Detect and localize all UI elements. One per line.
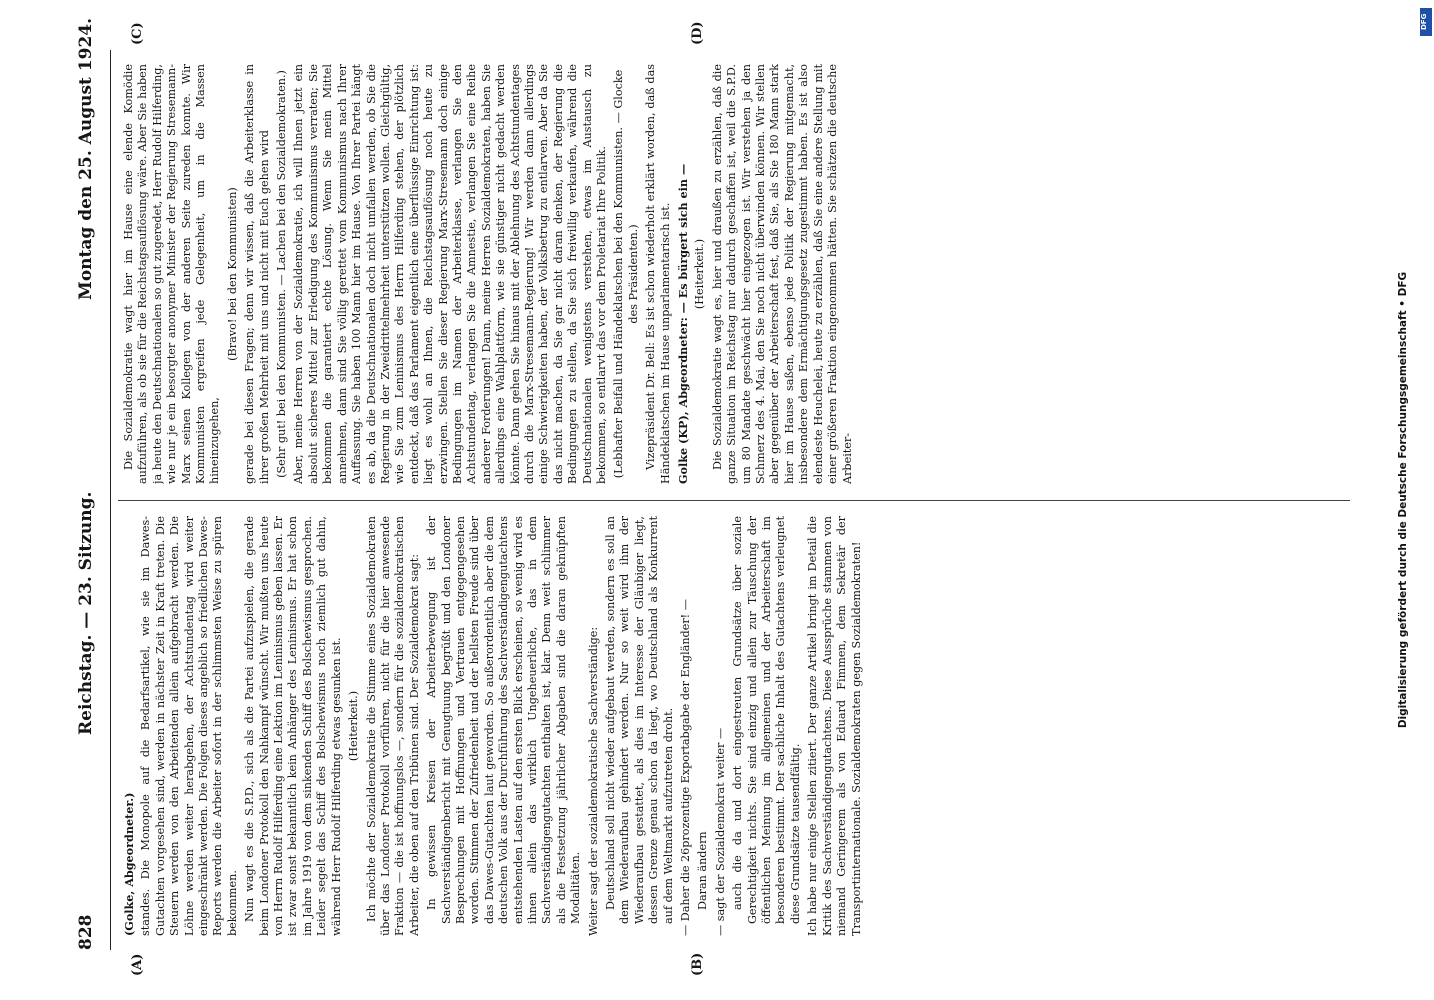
quotation: auch die da und dort eingestreuten Grundsätze über soziale Gerechtigkeit nichts. Sie sind einzig und allein zur Täuschung der öffentlichen Meinung im allgemeinen und der Arbeiterschaft im besonderen bestimmt. Der sachliche Inhalt des Gutachtens verleugnet diese Grundsätze tausendfältig. bbox=[731, 516, 802, 924]
paragraph: gerade bei diesen Fragen; denn wir wissen, daß die Arbeiterklasse in ihrer großen Mehrheit mit uns und nicht mit Euch gehen wird bbox=[243, 64, 271, 484]
page-number: 828 bbox=[76, 914, 96, 950]
quotation: Deutschland soll nicht wieder aufgebaut werden, sondern es soll an dem Wiederaufbau gehindert werden. Nur so weit wird ihm der Wiederaufbau gestattet, als dies im Interesse der Gläubiger liegt, dessen Grenze genau schon da liegt, wo Deutschland als Konkurrent auf dem Weltmarkt aufzutreten droht. bbox=[604, 516, 675, 924]
interjection: (Lebhafter Beifall und Händeklatschen bei den Kommunisten. — Glocke des Präsidenten.) bbox=[612, 69, 640, 479]
quotation: In gewissen Kreisen der Arbeiterbewegung ist der Sachverständigenbericht mit Genugtuung begrüßt und den Londoner Besprechungen mit Hoffnungen und Vertrauen entgegengesehen worden. Stimmen der Zufriedenheit und der hellsten Freude sind über das Dawes-Gutachten laut geworden. So außerordentlich aber die dem deutschen Volk aus der Durchführung des Sachverständigengutachtens entstehenden Lasten auf den ersten Blick erscheinen, so wenig wird es ihnen allein das wirklich Ungeheuerliche, das in dem Sachverständigengutachten enthalten ist, klar. Denn weit schlimmer als die Festsetzung jährlicher Abgaben sind die daran geknüpften Modalitäten. bbox=[425, 516, 583, 924]
paragraph: Ich möchte der Sozialdemokratie die Stimme eines Sozialdemokraten über das Londoner Protokoll vorführen, nicht für die hier anwesende Fraktion — die ist hoffnungslos —, sondern für die sozialdemokratischen Arbeiter, die oben auf den Tribünen sind. Der Sozialdemokrat sagt: bbox=[364, 516, 421, 936]
digitization-note: Digitalisierung gefördert durch die Deutsche Forschungsgemeinschaft • DFG bbox=[1397, 271, 1409, 729]
president-remark: Vizepräsident Dr. Bell: Es ist schon wiederholt erklärt worden, daß das Händeklatschen im Hause unparlamentarisch ist. bbox=[644, 64, 672, 484]
header-rule bbox=[110, 50, 111, 950]
dfg-logo: DFG bbox=[1420, 8, 1432, 36]
speaker-heading: Golke (KP), Abgeordneter: — Es bürgert sich ein — bbox=[676, 163, 691, 484]
paragraph: Die Sozialdemokratie wagt es, hier und draußen zu erzählen, daß die ganze Situation im Reichstag nur dadurch geschaffen ist, weil die S.P.D. um 80 Mandate geschwächt hier eingezogen ist. Wir verstehen ja den Schmerz des 4. Mai, den Sie noch nicht überwinden können. Wir stellen aber gegenüber der Arbeiterschaft fest, daß Sie, als Sie 180 Mann stark hier im Hause saßen, ebenso jede Politik der Regierung mitgemacht, insbesondere dem Ermächtigungsgesetz zugestimmt haben. Es ist also elendeste Heuchelei, heute zu erzählen, daß Sie eine andere Stellung mit einer größeren Fraktion eingenommen hätten. Sie schätzen die deutsche Arbeiter- bbox=[710, 64, 854, 484]
margin-marker-b: (B) bbox=[690, 952, 705, 976]
header-right-title: Montag den 25. August 1924. bbox=[76, 17, 96, 300]
rotated-page-frame bbox=[70, 17, 1370, 976]
paragraph: standes. Die Monopole auf die Bedarfsartikel, wie sie im Dawes-Gutachten vorgesehen sind, werden in nächster Zeit in Kraft treten. Die Steuern werden von den Arbeitenden allein aufgebracht werden. Die Löhne werden weiter herabgehen, der Achtstundentag wird weiter eingeschränkt werden. Die Folgen dieses angeblich so friedlichen Dawes-Reports werden die Arbeiter sofort in der schlimmsten Weise zu spüren bekommen. bbox=[139, 516, 239, 936]
paragraph: Nun wagt es die S.P.D., sich als die Partei aufzuspielen, die gerade beim Londoner Protokoll den Nahkampf wünscht. Wir mußten uns heute von Herrn Rudolf Hilferding eine Lektion im Leninismus geben lassen. Er ist zwar sonst bekanntlich kein Anhänger des Leninismus. Er hat schon im Jahre 1919 von dem sinkenden Schiff des Bolschewismus gesprochen. Leider segelt das Schiff des Bolschewismus noch ziemlich gut dahin, während Herr Rudolf Hilferding etwas gesunken ist. bbox=[243, 516, 343, 936]
quotation: Daran ändern bbox=[696, 831, 710, 910]
header-left-title: Reichstag. — 23. Sitzung. bbox=[76, 491, 96, 735]
paragraph: — sagt der Sozialdemokrat weiter — bbox=[713, 727, 727, 936]
margin-marker-c: (C) bbox=[130, 22, 145, 45]
paragraph: Aber, meine Herren von der Sozialdemokratie, ich will Ihnen jetzt ein absolut sicheres Mittel zur Erledigung des Kommunismus verraten; Sie bekommen die garantiert echte Lösung. Wenn Sie mein Mittel annehmen, dann sind Sie völlig gerettet vom Kommunismus nach Ihrer Auffassung. Sie haben 100 Mann hier im Hause. Von Ihrer Partei hängt es ab, da die Deutschnationalen doch nicht umfallen werden, ob Sie die Regierung in der Zweidrittelmehrheit unterstützen wollen. Gleichgültig, wie Sie zum Leninismus des Herrn Hilferding stehen, der plötzlich entdeckt, daß das Parlament eigentlich eine überflüssige Einrichtung ist: liegt es wohl an Ihnen, die Reichstagsauflösung noch heute zu erzwingen. Stellen Sie dieser Regierung Marx-Stresemann doch einige Bedingungen im Namen der Arbeiterklasse, verlangen Sie den Achtstundentag, verlangen Sie die Amnestie, verlangen Sie eine Reihe anderer Forderungen! Dann, meine Herren Sozialdemokraten, haben Sie allerdings eine Wahlplattform, wie sie günstiger nicht gedacht werden könnte. Dann gehen Sie hinaus mit der Ablehnung des Achtstundentages durch die Marx-Stresemann-Regierung! Wir werden dann allerdings einige Schwierigkeiten haben, der Volksbetrug zu entlarven. Aber da Sie das nicht machen, da Sie gar nicht daran denken, der Regierung die Bedingungen zu stellen, da Sie sich freiwillig verkaufen, während die Deutschnationalen wenigstens verstehen, etwas im Austausch zu bekommen, so entlarvt das vor dem Proletariat Ihre Politik. bbox=[292, 64, 608, 484]
page-header bbox=[76, 17, 112, 950]
interjection: (Bravo! bei den Kommunisten) bbox=[225, 187, 239, 361]
left-text-column bbox=[122, 516, 1350, 936]
speaker-heading: (Golke, Abgeordneter.) bbox=[122, 792, 136, 936]
margin-marker-a: (A) bbox=[130, 953, 145, 976]
paragraph: Die Sozialdemokratie wagt hier im Hause eine elende Komödie aufzuführen, als ob sie für die Reichstagsauflösung wäre. Aber Sie haben ja heute den Deutschnationalen so gut zugeredet, Herr Rudolf Hilferding, wie nur je ein besorgter anonymer Minister der Regierung Stresemann-Marx seinen Kollegen von der anderen Seite zureden konnte. Wir Kommunisten ergreifen jede Gelegenheit, um in die Massen hineinzugehen, bbox=[122, 64, 222, 484]
interjection: (Sehr gut! bei den Kommunisten. — Lachen bei den Sozialdemokraten.) bbox=[275, 70, 289, 478]
right-text-column bbox=[122, 64, 1350, 484]
column-separator bbox=[118, 500, 1350, 501]
interjection: (Heiterkeit.) bbox=[347, 690, 361, 762]
paragraph: Ich habe nur einige Stellen zitiert. Der ganze Artikel bringt im Detail die Kritik des Sachverständigengutachtens. Diese Aussprüche stammen von niemand Geringerem als von Eduard Fimmen, dem Sekretär der Transportinternationale. Sozialdemokraten gegen Sozialdemokraten! bbox=[806, 516, 863, 936]
paragraph: Weiter sagt der sozialdemokratische Sachverständige: bbox=[586, 626, 600, 936]
interjection: (Heiterkeit.) bbox=[693, 238, 707, 310]
margin-marker-d: (D) bbox=[690, 21, 705, 45]
paragraph: — Daher die 26prozentige Exportabgabe der Engländer! — bbox=[679, 599, 693, 936]
